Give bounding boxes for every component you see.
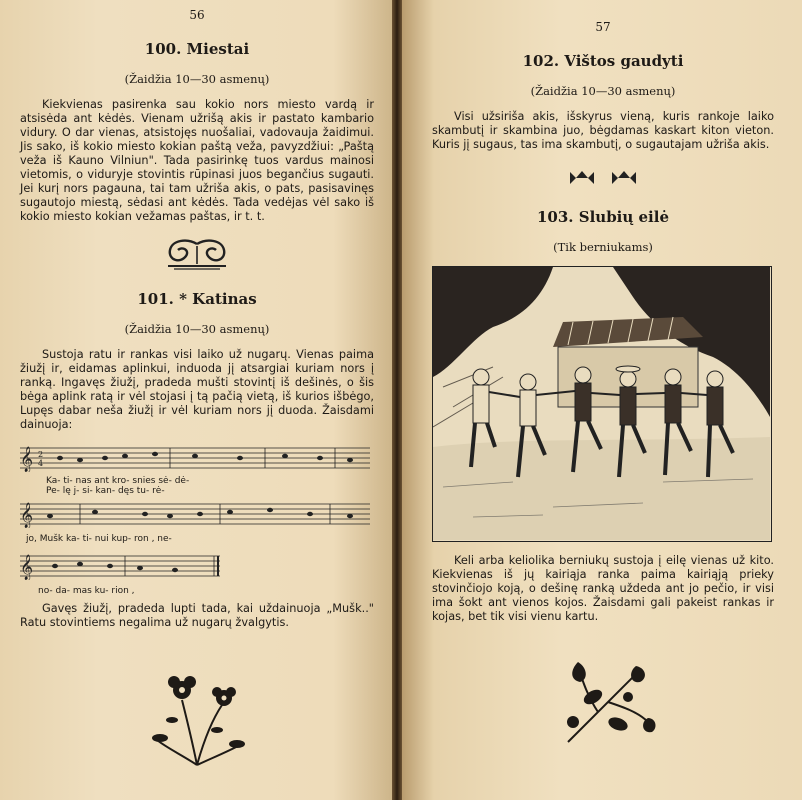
svg-text:2: 2 xyxy=(38,450,44,459)
page-number: 56 xyxy=(189,8,205,22)
divider-ornament-icon xyxy=(432,170,774,186)
svg-text:𝄞: 𝄞 xyxy=(20,447,34,472)
svg-text:4: 4 xyxy=(38,459,44,468)
book-gutter xyxy=(392,0,402,800)
section-text: Kiekvienas pasirenka sau kokio nors miesto vardą ir atsisėda ant kėdės. Vienam užrišą akis ir pastato kambario vidury. O dar vienas, atsistojęs nuošaliai, vadovauja žaidimui. Jis sako, iš kokio miesto kokian paštą veža, pavyzdžiui: „Paštą veža iš Kauno Vilniun". Tada pasirinkę tuos vardus mainosi vietomis, o viduryje stovintis rūpinasi juos begančius sugauti. Jei kurį nors pagauna, tai tam užriša akis, o pats, pasisavinęs sugautojo miestą, sėdasi ant kėdės. Tada vedėjas vėl sako iš kokio miesto kokian vežamas paštas, ir t. t. xyxy=(20,98,374,223)
flower-ornament-icon xyxy=(20,660,374,770)
players-note: (Žaidžia 10—30 asmenų) xyxy=(124,72,270,86)
left-page xyxy=(0,0,392,800)
svg-text:𝄞: 𝄞 xyxy=(20,555,34,580)
page-number: 57 xyxy=(595,20,611,34)
staff-line xyxy=(20,498,374,528)
section-title: 103. Slubių eilė xyxy=(537,208,669,226)
lyrics-line: Pe- lę j- si- kan- dęs tu- rė- xyxy=(46,486,165,496)
section-text: Visi užsiriša akis, išskyrus vieną, kuris rankoje laiko skambutį ir skambina juo, bėgdamas kaskart kiton vieton. Kuris jį sugaus, tas ima skambutį, o sugautajam užriša akis. xyxy=(432,110,774,151)
illustration-boys-hopping xyxy=(432,266,772,542)
right-page xyxy=(402,0,802,800)
lyrics-line: Ka- ti- nas ant kro- snies sė- dė- xyxy=(46,476,190,486)
section-text: Keli arba keliolika berniukų sustoja į eilę vienas už kito. Kiekvienas iš jų kairiąja ranka paima kairiąją prieky stovinčiojo koją, o dešinę ranką uždeda ant jo pečio, ir visi ima šokt ant vienos kojos. Žaisdami gali pakeist rankas ir kojas, bet tik visi vienu kartu. xyxy=(432,554,774,623)
section-text: Gavęs žiužį, pradeda lupti tada, kai uždainuoja „Mušk.." Ratu stovintiems negalima už nugarų žvalgytis. xyxy=(20,602,374,629)
lyrics-line: jo, Mušk ka- ti- nui kup- ron , ne- xyxy=(26,534,172,544)
staff-line xyxy=(20,550,374,580)
berry-ornament-icon xyxy=(432,652,774,752)
section-title: 102. Vištos gaudyti xyxy=(522,52,684,70)
ornament-icon xyxy=(20,238,374,272)
section-title: 100. Miestai xyxy=(144,40,250,58)
players-note: (Tik berniukams) xyxy=(553,240,653,254)
section-title: 101. * Katinas xyxy=(137,290,257,308)
svg-text:𝄞: 𝄞 xyxy=(20,503,34,528)
staff-line xyxy=(20,442,374,472)
players-note: (Žaidžia 10—30 asmenų) xyxy=(124,322,270,336)
players-note: (Žaidžia 10—30 asmenų) xyxy=(530,84,676,98)
lyrics-line: no- da- mas ku- rion , xyxy=(38,586,135,596)
music-score xyxy=(20,442,374,602)
section-text: Sustoja ratu ir rankas visi laiko už nugarų. Vienas paima žiužį ir, eidamas aplinkui, induoda jį atsargiai kuriam nors į ranką. Ingavęs žiužį, pradeda mušti stovintį iš dešinės, o šis bėga aplink ratą ir vėl stojasi į tą pačią vietą, iš kurios išbėgo, Lupęs dabar neša žiužį ir vėl kuriam nors jį duoda. Žaisdami dainuoja: xyxy=(20,348,374,431)
